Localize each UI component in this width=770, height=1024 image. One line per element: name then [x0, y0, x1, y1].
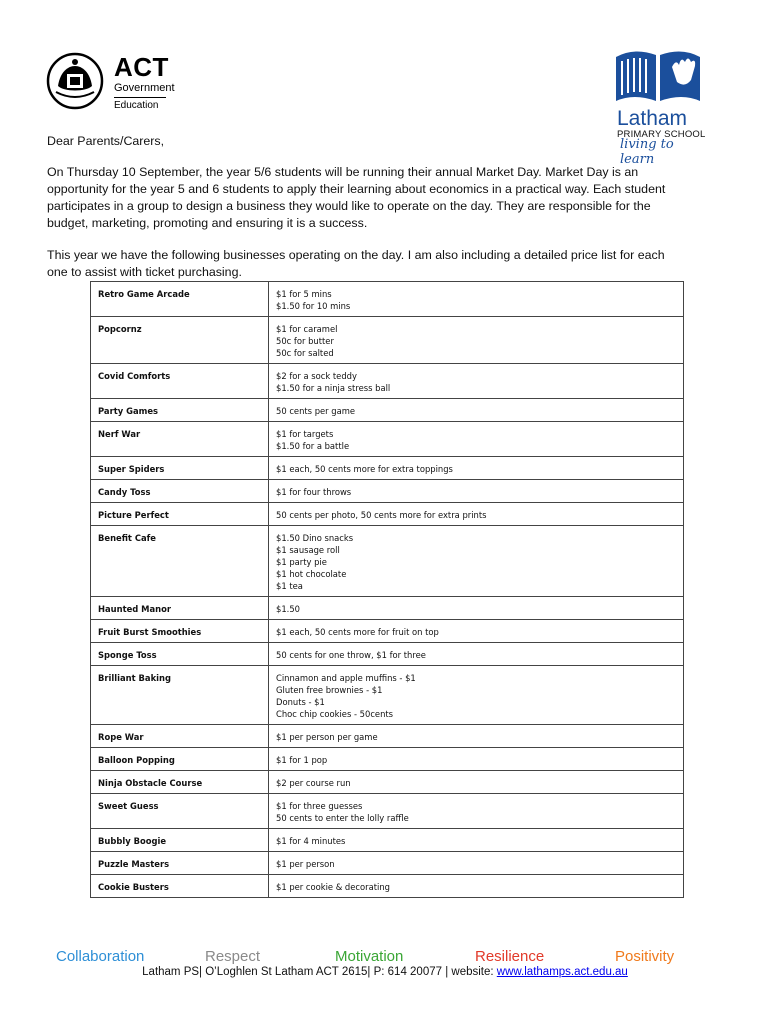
business-prices: $1 for targets $1.50 for a battle	[269, 422, 684, 457]
business-prices: $1 per person per game	[269, 725, 684, 748]
businesses-paragraph: This year we have the following businesses operating on the day. I am also including a detailed price list for each one to assist with ticket purchasing.	[47, 248, 665, 279]
business-prices: $2 per course run	[269, 771, 684, 794]
price-list-body	[91, 282, 684, 898]
business-name: Rope War	[91, 725, 269, 748]
business-name: Party Games	[91, 399, 269, 422]
act-government-logo	[46, 52, 175, 114]
business-prices: 50 cents per game	[269, 399, 684, 422]
latham-logo-name: Latham	[617, 107, 688, 130]
act-crest-icon	[46, 52, 104, 110]
business-prices: Cinnamon and apple muffins - $1 Gluten free brownies - $1 Donuts - $1 Choc chip cookies - 50cents	[269, 666, 684, 725]
business-name: Sweet Guess	[91, 794, 269, 829]
school-value-motivation: Motivation	[335, 948, 404, 965]
price-row	[91, 771, 684, 794]
price-row	[91, 875, 684, 898]
business-prices: $1.50 Dino snacks $1 sausage roll $1 party pie $1 hot chocolate $1 tea	[269, 526, 684, 597]
footer	[0, 966, 770, 978]
price-row	[91, 503, 684, 526]
price-row	[91, 725, 684, 748]
business-prices: $1 for 1 pop	[269, 748, 684, 771]
business-prices: $1 per person	[269, 852, 684, 875]
business-prices: $1.50	[269, 597, 684, 620]
business-prices: $1 for 5 mins $1.50 for 10 mins	[269, 282, 684, 317]
price-list-table	[90, 281, 684, 898]
intro-paragraph: On Thursday 10 September, the year 5/6 students will be running their annual Market Day. Market Day is an opportunity for the year 5 and 6 students to apply their learning about economics in a practical way. Each student participates in a group to design a business they would like to operate on the day. They are responsible for the budget, marketing, promoting and ensuring it is a success.	[47, 165, 666, 230]
school-value-resilience: Resilience	[475, 948, 545, 965]
price-row	[91, 282, 684, 317]
business-name: Covid Comforts	[91, 364, 269, 399]
school-value-positivity: Positivity	[615, 948, 675, 965]
act-logo-government: Government	[114, 82, 175, 94]
open-book-hand-icon	[612, 45, 704, 107]
school-values-row	[56, 948, 686, 968]
business-prices: 50 cents per photo, 50 cents more for extra prints	[269, 503, 684, 526]
business-name: Retro Game Arcade	[91, 282, 269, 317]
business-name: Puzzle Masters	[91, 852, 269, 875]
price-row	[91, 399, 684, 422]
business-prices: $1 for three guesses 50 cents to enter the lolly raffle	[269, 794, 684, 829]
business-prices: 50 cents for one throw, $1 for three	[269, 643, 684, 666]
business-prices: $1 for 4 minutes	[269, 829, 684, 852]
business-prices: $1 for caramel 50c for butter 50c for salted	[269, 317, 684, 364]
business-name: Candy Toss	[91, 480, 269, 503]
price-row	[91, 620, 684, 643]
price-row	[91, 480, 684, 503]
act-logo-divider	[114, 97, 166, 98]
business-prices: $1 per cookie & decorating	[269, 875, 684, 898]
business-name: Cookie Busters	[91, 875, 269, 898]
business-name: Brilliant Baking	[91, 666, 269, 725]
price-row	[91, 317, 684, 364]
price-row	[91, 829, 684, 852]
business-name: Haunted Manor	[91, 597, 269, 620]
price-row	[91, 748, 684, 771]
price-row	[91, 364, 684, 399]
price-row	[91, 852, 684, 875]
school-value-respect: Respect	[205, 948, 261, 965]
business-name: Sponge Toss	[91, 643, 269, 666]
business-name: Fruit Burst Smoothies	[91, 620, 269, 643]
price-row	[91, 597, 684, 620]
business-prices: $1 for four throws	[269, 480, 684, 503]
act-logo-title: ACT	[114, 52, 169, 82]
school-value-collaboration: Collaboration	[56, 948, 145, 965]
price-row	[91, 457, 684, 480]
latham-logo-subtitle: PRIMARY SCHOOL	[617, 129, 706, 140]
business-prices: $2 for a sock teddy $1.50 for a ninja stress ball	[269, 364, 684, 399]
business-prices: $1 each, 50 cents more for fruit on top	[269, 620, 684, 643]
business-name: Ninja Obstacle Course	[91, 771, 269, 794]
business-name: Balloon Popping	[91, 748, 269, 771]
price-row	[91, 526, 684, 597]
business-name: Super Spiders	[91, 457, 269, 480]
business-name: Picture Perfect	[91, 503, 269, 526]
website-link[interactable]: www.lathamps.act.edu.au	[496, 966, 628, 978]
salutation: Dear Parents/Carers,	[47, 134, 165, 148]
business-name: Popcornz	[91, 317, 269, 364]
act-logo-education: Education	[114, 100, 159, 111]
business-name: Benefit Cafe	[91, 526, 269, 597]
business-name: Nerf War	[91, 422, 269, 457]
footer-contact-text: Latham PS| O’Loghlen St Latham ACT 2615| P: 614 20077 | website:	[142, 966, 497, 978]
price-row	[91, 666, 684, 725]
business-prices: $1 each, 50 cents more for extra toppings	[269, 457, 684, 480]
latham-logo-tagline: living to learn	[620, 137, 674, 167]
price-row	[91, 643, 684, 666]
business-name: Bubbly Boogie	[91, 829, 269, 852]
price-row	[91, 794, 684, 829]
price-row	[91, 422, 684, 457]
